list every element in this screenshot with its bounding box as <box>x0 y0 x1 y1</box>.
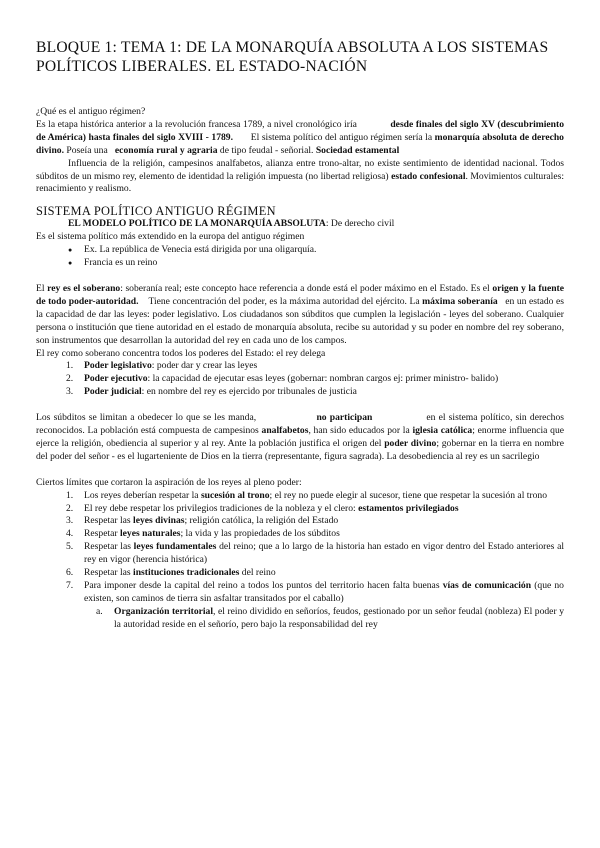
sovereign-paragraph: El rey es el soberano: soberanía real; este concepto hace referencia a donde está el poder máximo en el Estado. Es el origen y la fuente de todo poder-autoridad. Tiene concentración del poder, es la máxima autoridad del ejército. La máxima soberanía en un estado es la capacidad de dar las leyes: poder legislativo. Los ciudadanos son súbditos que cumplen la legislación - leyes del soberano. Cualquier persona o institución que tiene autoridad en el estado de monarquía absoluta, recibe su autoridad y su poder en nombre del rey soberano, son instrumentos que desarrollan la autoridad del rey en cada uno de los campos. <box>36 282 564 346</box>
question-line: ¿Qué es el antiguo régimen? <box>36 106 146 117</box>
list-item: 1. Los reyes deberían respetar la sucesión al trono; el rey no puede elegir al sucesor, tiene que respetar la sucesión al trono <box>66 489 548 501</box>
list-item: 2. Poder ejecutivo: la capacidad de ejecutar esas leyes (gobernar: nombran cargos ej: primer ministro- balido) <box>66 373 499 385</box>
powers-list <box>36 360 564 399</box>
page-title: BLOQUE 1: TEMA 1: DE LA MONARQUÍA ABSOLUTA A LOS SISTEMAS POLÍTICOS LIBERALES. EL ESTADO-NACIÓN <box>36 39 549 75</box>
bullet-list <box>36 244 564 270</box>
limits-intro: Ciertos límites que cortaron la aspiración de los reyes al pleno poder: <box>36 476 302 488</box>
delegation-line: El rey como soberano concentra todos los poderes del Estado: el rey delega <box>36 347 326 359</box>
intro-paragraph: Es la etapa histórica anterior a la revolución francesa 1789, a nivel cronológico iría desde finales del siglo XV (descubrimiento de América) hasta finales del siglo XVIII - 1789. El sistema político del antiguo régimen sería la monarquía absoluta de derecho divino. Poseía una economía rural y agraria de tipo feudal - señorial. Sociedad estamental <box>36 118 564 156</box>
list-item: 3. Respetar las leyes divinas; religión católica, la religión del Estado <box>66 515 339 527</box>
list-item: 3. Poder judicial: en nombre del rey es ejercido por tribunales de justicia <box>66 386 357 398</box>
section-heading: SISTEMA POLÍTICO ANTIGUO RÉGIMEN <box>36 204 276 219</box>
list-item: 7. Para imponer desde la capital del reino a todos los puntos del territorio hacen falta buenas vías de comunicación (que no existen, son caminos de tierra sin asfaltar transitados por el caballo) a. Organización territorial, el reino dividido en señoríos, feudos, gestionado por un señor feudal (nobleza) El poder y la autoridad reside en el señorío, pero bajo la responsabilidad del rey <box>66 580 565 630</box>
section-subheading: EL MODELO POLÍTICO DE LA MONARQUÍA ABSOLUTA: De derecho civil <box>68 218 395 230</box>
document-page <box>36 38 564 632</box>
sub-list-item: a. Organización territorial, el reino dividido en señoríos, feudos, gestionado por un señor feudal (nobleza) El poder y la autoridad reside en el señorío, pero bajo la responsabilidad del rey <box>96 605 565 630</box>
religion-paragraph: Influencia de la religión, campesinos analfabetos, alianza entre trono-altar, no existe sentimiento de identidad nacional. Todos súbditos de un mismo rey, elemento de identidad la religión impuesta (no libertad religiosa) estado confesional. Movimientos culturales: renacimiento y realismo. <box>36 157 564 195</box>
list-item: 5. Respetar las leyes fundamentales del reino; que a lo largo de la historia han estado en vigor dentro del Estado anteriores al rey en vigor (herencia histórica) <box>66 541 564 566</box>
list-item: 6. Respetar las instituciones tradicionales del reino <box>66 567 276 579</box>
subjects-paragraph: Los súbditos se limitan a obedecer lo que se les manda, no participan en el sistema político, sin derechos reconocidos. La población está compuesta de campesinos analfabetos, han sido educados por la iglesia católica; enorme influencia que ejerce la religión, obediencia al superior y al rey. Ante la población justifica el origen del poder divino; gobernar en la tierra en nombre del poder del señor - es el lugarteniente de Dios en la tierra (representante, figura sagrada). La desobediencia al rey es un sacrilegio <box>36 412 565 462</box>
list-item: ● Ex. La república de Venecia está dirigida por una oligarquía. <box>84 244 564 257</box>
section-line: Es el sistema político más extendido en la europa del antiguo régimen <box>36 231 305 243</box>
limits-list <box>36 490 564 632</box>
list-item: 4. Respetar leyes naturales; la vida y las propiedades de los súbditos <box>66 528 340 540</box>
list-item: 2. El rey debe respetar los privilegios tradiciones de la nobleza y el clero: estamentos privilegiados <box>66 502 459 514</box>
list-item: ● Francia es un reino <box>84 257 564 270</box>
list-item: 1. Poder legislativo: poder dar y crear las leyes <box>66 360 258 372</box>
